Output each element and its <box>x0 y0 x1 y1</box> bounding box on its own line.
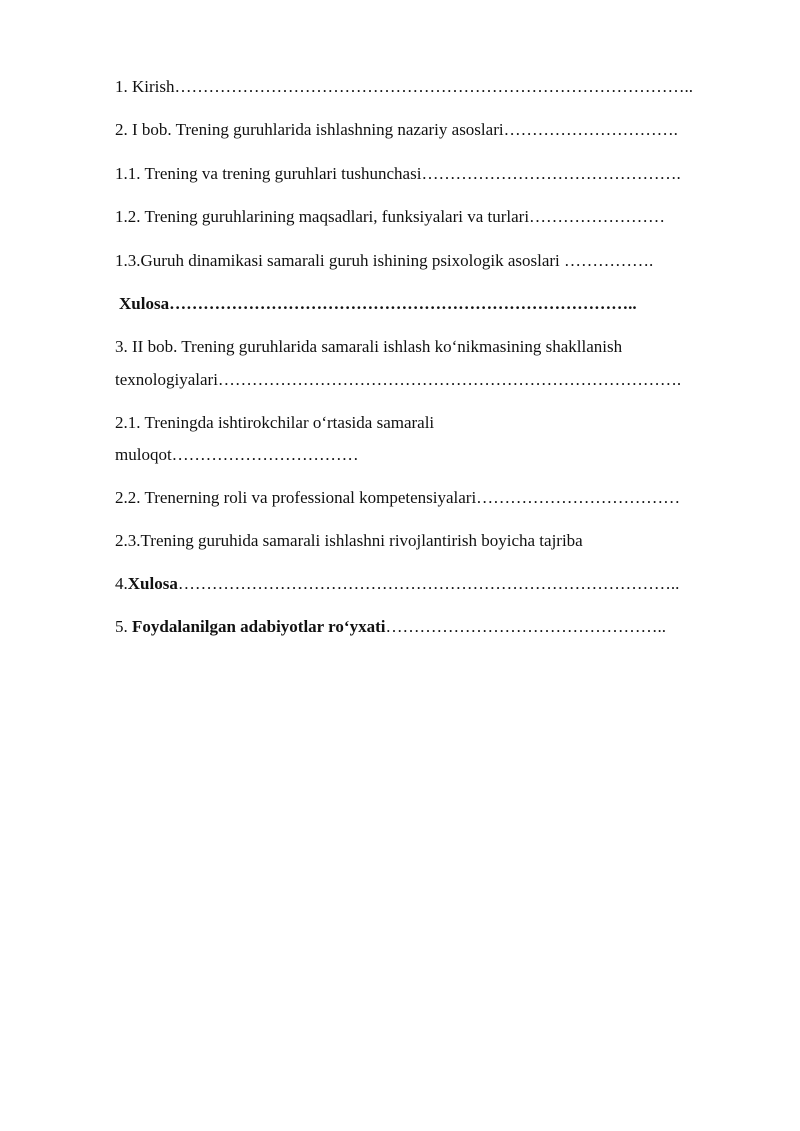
toc-item-1-2: 1.2. Trening guruhlarining maqsadlari, funksiyalari va turlari…………………… <box>115 207 666 226</box>
toc-item-references-title: Foydalanilgan adabiyotlar ro‘yxati <box>132 617 386 636</box>
toc-item-2-2: 2.2. Trenerning roli va professional kompetensiyalari……………………………… <box>115 488 681 507</box>
toc-item-chapter-1: 2. I bob. Trening guruhlarida ishlashning nazariy asoslari…………………………. <box>115 120 678 139</box>
toc-item-xulosa-2-title: Xulosa <box>127 574 178 593</box>
toc-item-references-dots: ………………………………………….. <box>385 617 666 636</box>
toc-item-xulosa-1: Xulosa……………………………………………………………………….. <box>119 294 637 313</box>
toc-item-2-1-line2: muloqot…………………………… <box>115 445 359 464</box>
toc-item-chapter-2-line2: texnologiyalari………………………………………………………………………. <box>115 370 682 389</box>
toc-item-references-prefix: 5. <box>115 617 132 636</box>
toc-item-chapter-2-line1: 3. II bob. Trening guruhlarida samarali ishlash ko‘nikmasining shakllanish <box>115 337 623 356</box>
toc-item-1-1: 1.1. Trening va trening guruhlari tushunchasi………………………………………. <box>115 164 681 183</box>
toc-item-1-3: 1.3.Guruh dinamikasi samarali guruh ishining psixologik asoslari ……………. <box>115 251 654 270</box>
toc-item-references <box>115 616 666 638</box>
toc-item-xulosa-2-dots: …………………………………………………………………………….. <box>177 574 680 593</box>
toc-item-2-3: 2.3.Trening guruhida samarali ishlashni rivojlantirish boyicha tajriba <box>115 531 583 550</box>
toc-item-xulosa-2-prefix: 4. <box>115 574 128 593</box>
toc-item-xulosa-2 <box>115 573 679 595</box>
toc-item-kirish: 1. Kirish……………………………………………………………………………….. <box>115 77 693 96</box>
toc-item-2-1-line1: 2.1. Treningda ishtirokchilar o‘rtasida samarali <box>115 413 435 432</box>
